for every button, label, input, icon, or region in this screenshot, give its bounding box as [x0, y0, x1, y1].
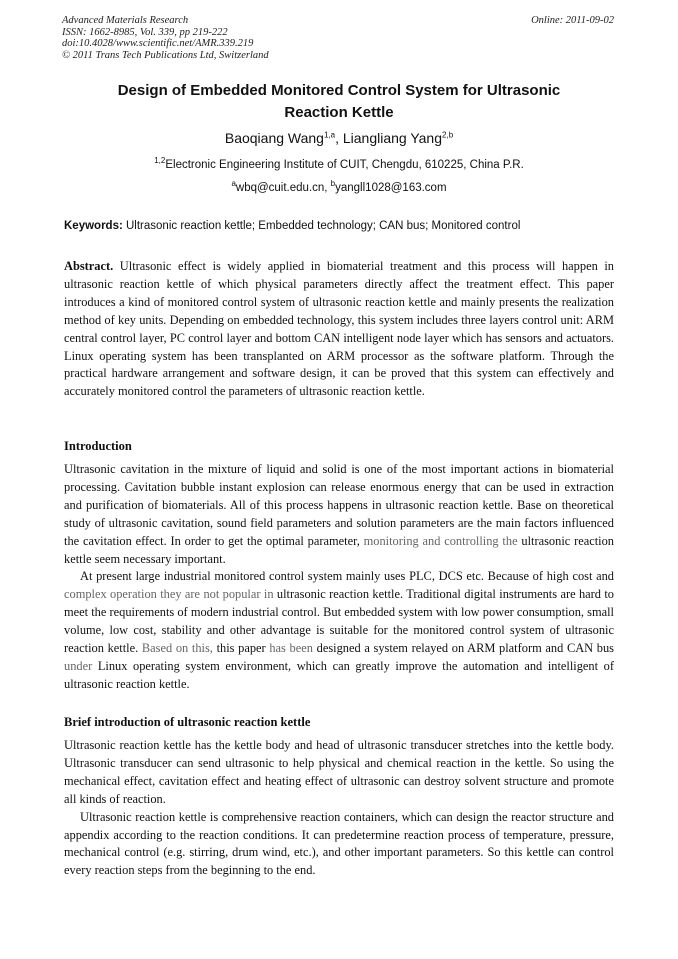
email-a-sup: a	[231, 179, 236, 189]
author-1: Baoqiang Wang	[224, 130, 324, 146]
title-line-1: Design of Embedded Monitored Control System for Ultrasonic	[117, 82, 561, 99]
email-b-sup: b	[330, 179, 336, 189]
intro-p2-text-e: Linux operating system environment, which can greatly improve the automation and intelligent of ultrasonic reaction kettle.	[64, 658, 614, 691]
intro-p1-text-end: ultrasonic reaction kettle seem necessary important.	[64, 533, 614, 566]
intro-p2-grey-4: under	[64, 658, 93, 673]
affiliation-sup: 1,2	[154, 156, 166, 166]
intro-p2-text-b: ultrasonic reaction kettle. Traditional digital instruments are hard to meet the requirements of modern industrial control. But embedded system with low power consumption, small volume, low cost, stability and other advantage is suitable for the monitored control system of ultrasonic reaction kettle.	[64, 587, 614, 656]
issn: ISSN: 1662-8985, Vol. 339, pp 219-222	[62, 26, 228, 38]
author-sep: ,	[335, 130, 343, 146]
keywords-label: Keywords:	[64, 220, 123, 232]
email-a: wbq@cuit.edu.cn,	[235, 182, 331, 194]
intro-p2-grey-2: Based on this,	[141, 641, 213, 656]
author-2: Liangliang Yang	[342, 130, 443, 146]
paper-title	[64, 80, 614, 124]
author-2-sup: 2,b	[442, 130, 454, 140]
intro-p2-grey-1: complex operation they are not popular in	[64, 587, 274, 602]
brief-heading: Brief introduction of ultrasonic reaction kettle	[64, 715, 311, 729]
doi: doi:10.4028/www.scientific.net/AMR.339.219	[62, 38, 254, 49]
brief-body	[64, 737, 614, 880]
copyright: © 2011 Trans Tech Publications Ltd, Switzerland	[62, 49, 269, 61]
abstract-label: Abstract.	[64, 259, 114, 273]
brief-paragraph-1: Ultrasonic reaction kettle has the kettle body and head of ultrasonic transducer stretches into the kettle body. Ultrasonic transducer can send ultrasonic to help physical and chemical reaction in the kettle. So using the mechanical effect, cavitation effect and heating effect of ultrasonic can destroy solvent structure and promote all kinds of reaction.	[64, 738, 614, 806]
journal-name: Advanced Materials Research	[62, 15, 189, 26]
abstract-text: Ultrasonic effect is widely applied in biomaterial treatment and this process will happen in ultrasonic reaction kettle of which physical parameters directly affect the treatment effect. This paper introduces a kind of monitored control system of ultrasonic reaction kettle and mainly presents the realization method of key units. Depending on embedded technology, this system includes three layers control unit: ARM central control layer, PC control layer and bottom CAN intelligent node layer which has sensors and actuators. Linux operating system has been transplanted on ARM processor as the software platform. Through the practical hardware arrangement and software design, it can be proved that this system can effectively and accurately monitored control the parameters of ultrasonic reaction kettle.	[64, 259, 614, 399]
authors	[64, 130, 614, 146]
author-1-sup: 1,a	[323, 130, 336, 140]
intro-p1-text: Ultrasonic cavitation in the mixture of liquid and solid is one of the most important actions in biomaterial processing. Cavitation bubble instant explosion can release enormous energy that can be used in extraction and purification of biomaterials. All of this process happens in ultrasonic reaction kettle. Base on theoretical study of ultrasonic cavitation, sound field parameters and solution parameters are the main factors influenced the cavitation effect. In order to get the optimal parameter,	[64, 462, 614, 548]
online-date: Online: 2011-09-02	[531, 15, 614, 26]
intro-p2-grey-3: has been	[269, 641, 313, 656]
email-b: yangll1028@163.com	[335, 182, 447, 194]
intro-paragraph-1	[64, 461, 614, 568]
emails	[64, 179, 614, 194]
journal-header	[62, 15, 269, 61]
abstract	[64, 258, 614, 401]
intro-paragraph-2	[64, 568, 614, 693]
keywords-text: Ultrasonic reaction kettle; Embedded technology; CAN bus; Monitored control	[122, 220, 521, 232]
introduction-body	[64, 461, 614, 694]
affiliation-text: Electronic Engineering Institute of CUIT, Chengdu, 610225, China P.R.	[165, 159, 524, 171]
title-line-2: Reaction Kettle	[284, 104, 394, 121]
intro-p2-text-d: designed a system relayed on ARM platform and CAN bus	[312, 641, 614, 656]
intro-p1-grey: monitoring and controlling the	[363, 533, 518, 548]
affiliation	[64, 156, 614, 171]
brief-paragraph-2: Ultrasonic reaction kettle is comprehensive reaction containers, which can design the reactor structure and appendix according to the reaction conditions. It can predetermine reaction process of temperature, pressure, mechanical control (e.g. stirring, drum wind, etc.), and other important parameters. So this kettle can control every reaction steps from the beginning to the end.	[64, 809, 614, 878]
intro-p2-text-c: this paper	[212, 641, 270, 656]
introduction-heading: Introduction	[64, 439, 132, 453]
keywords	[64, 220, 614, 232]
intro-p2-text-a: At present large industrial monitored control system mainly uses PLC, DCS etc. Because of high cost and	[80, 569, 614, 584]
